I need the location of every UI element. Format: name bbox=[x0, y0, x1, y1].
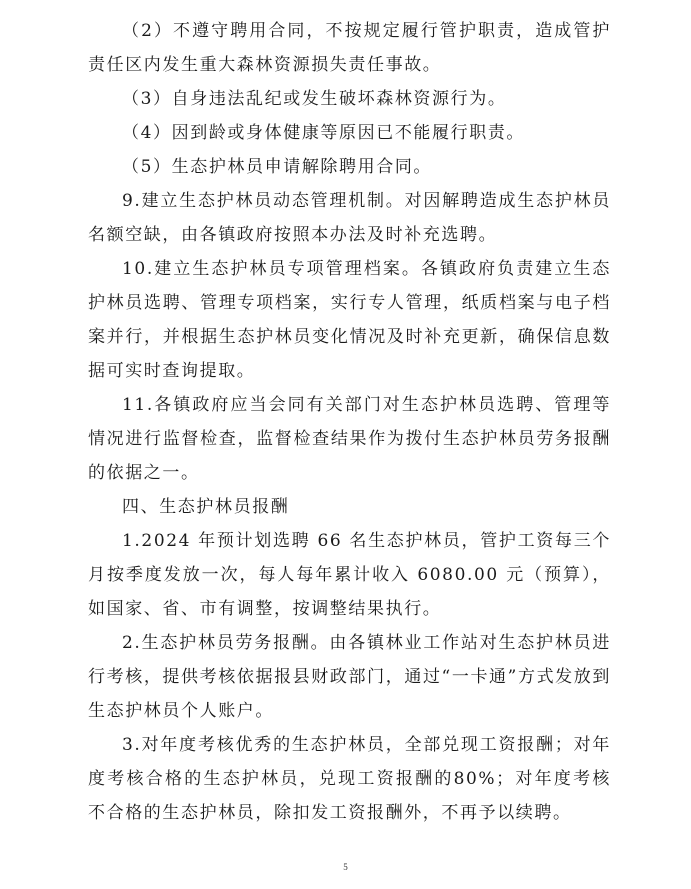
document-body bbox=[88, 14, 611, 830]
paragraph-compensation-item-2: 2.生态护林员劳务报酬。由各镇林业工作站对生态护林员进行考核，提供考核依据报县财政部门，通过“一卡通”方式发放到生态护林员个人账户。 bbox=[88, 633, 611, 721]
paragraph-dismissal-item-4: （4）因到龄或身体健康等原因已不能履行职责。 bbox=[122, 123, 526, 143]
section-heading-compensation: 四、生态护林员报酬 bbox=[122, 497, 290, 517]
paragraph-compensation-item-3: 3.对年度考核优秀的生态护林员，全部兑现工资报酬；对年度考核合格的生态护林员，兑现工资报酬的80%；对年度考核不合格的生态护林员，除扣发工资报酬外，不再予以续聘。 bbox=[88, 735, 611, 823]
paragraph-compensation-item-1: 1.2024 年预计划选聘 66 名生态护林员，管护工资每三个月按季度发放一次，每人每年累计收入 6080.00 元（预算），如国家、省、市有调整，按调整结果执行。 bbox=[88, 531, 611, 619]
paragraph-item-11: 11.各镇政府应当会同有关部门对生态护林员选聘、管理等情况进行监督检查，监督检查结果作为拨付生态护林员劳务报酬的依据之一。 bbox=[88, 395, 611, 483]
paragraph-dismissal-item-3: （3）自身违法乱纪或发生破坏森林资源行为。 bbox=[122, 89, 507, 109]
page-number: 5 bbox=[343, 862, 348, 872]
paragraph-item-9: 9.建立生态护林员动态管理机制。对因解聘造成生态护林员名额空缺，由各镇政府按照本办法及时补充选聘。 bbox=[88, 191, 611, 245]
paragraph-dismissal-item-5: （5）生态护林员申请解除聘用合同。 bbox=[122, 157, 433, 177]
paragraph-dismissal-item-2: （2）不遵守聘用合同，不按规定履行管护职责，造成管护责任区内发生重大森林资源损失责任事故。 bbox=[88, 21, 611, 75]
paragraph-item-10: 10.建立生态护林员专项管理档案。各镇政府负责建立生态护林员选聘、管理专项档案，实行专人管理，纸质档案与电子档案并行，并根据生态护林员变化情况及时补充更新，确保信息数据可实时查询提取。 bbox=[88, 259, 611, 381]
